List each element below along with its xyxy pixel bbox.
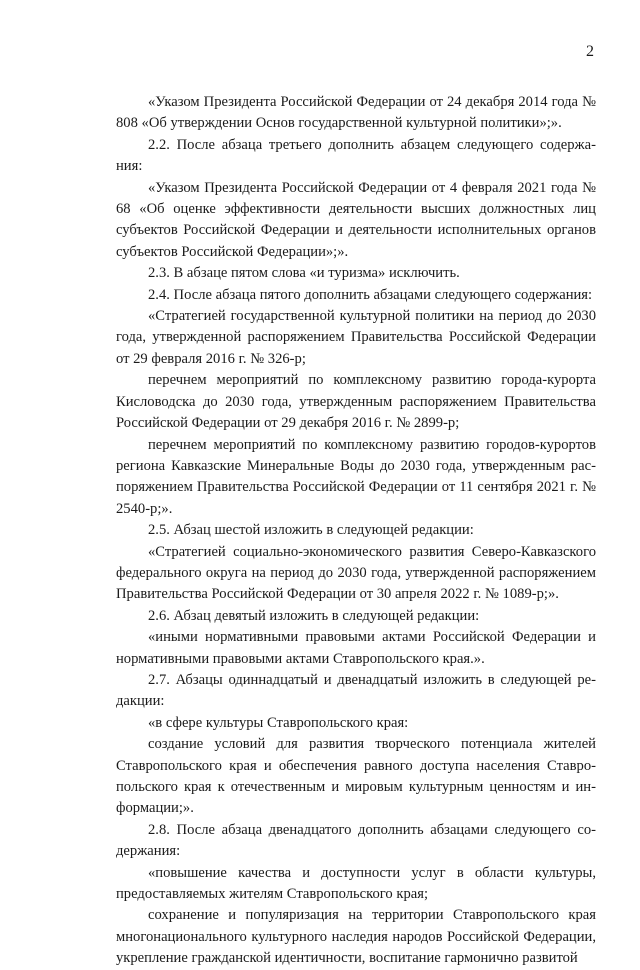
paragraph: перечнем мероприятий по комплексному развитию города-курорта Кисловодска до 2030 года, утвержденным распоряжением Правительства Российской Федерации от 29 декабря 2016 г. № 2899-р; bbox=[116, 372, 596, 432]
paragraph: «иными нормативными правовыми актами Российской Федерации и нормативными правовыми актами Ставропольского края.». bbox=[116, 629, 596, 667]
page-number: 2 bbox=[586, 43, 594, 60]
paragraph: 2.5. Абзац шестой изложить в следующей редакции: bbox=[148, 522, 474, 539]
paragraph: 2.8. После абзаца двенадцатого дополнить абзацами следующего содержания: bbox=[116, 821, 596, 860]
paragraph: сохранение и популяризация на территории Ставропольского края многонационального культурного наследия народов Российской Федерации, укрепление гражданской идентичности, воспитание гармонично развитой bbox=[116, 907, 596, 967]
paragraph: «Указом Президента Российской Федерации от 24 декабря 2014 года № 808 «Об утверждении Основ государственной культурной политики»;». bbox=[116, 94, 596, 132]
paragraph: «в сфере культуры Ставропольского края: bbox=[148, 714, 409, 731]
paragraph: «повышение качества и доступности услуг в области культуры, предоставляемых жителям Ставропольского края; bbox=[116, 864, 596, 903]
paragraph: 2.4. После абзаца пятого дополнить абзацами следующего содержания: bbox=[148, 286, 593, 303]
document-body bbox=[116, 92, 596, 970]
paragraph: создание условий для развития творческого потенциала жителей Ставропольского края и обеспечения равного доступа населения Ставропольского края к отечественным и мировым культурным ценностям и информации;». bbox=[116, 736, 596, 817]
paragraph: 2.3. В абзаце пятом слова «и туризма» исключить. bbox=[148, 265, 460, 282]
paragraph: 2.7. Абзацы одиннадцатый и двенадцатый изложить в следующей редакции: bbox=[116, 671, 596, 710]
paragraph: перечнем мероприятий по комплексному развитию городов-курортов региона Кавказские Минеральные Воды до 2030 года, утвержденным распоряжением Правительства Российской Федерации от 11 сентября 2021 г. № 2540-р;». bbox=[116, 436, 596, 517]
paragraph: 2.2. После абзаца третьего дополнить абзацем следующего содержания: bbox=[116, 136, 596, 175]
paragraph: 2.6. Абзац девятый изложить в следующей редакции: bbox=[148, 607, 480, 624]
paragraph: «Стратегией государственной культурной политики на период до 2030 года, утвержденной распоряжением Правительства Российской Федерации от 29 февраля 2016 г. № 326-р; bbox=[116, 308, 596, 367]
paragraph: «Стратегией социально-экономического развития Северо-Кавказского федерального округа на период до 2030 года, утвержденной распоряжением Правительства Российской Федерации от 30 апреля 2022 г. № 1089-р;». bbox=[116, 543, 596, 603]
paragraph: «Указом Президента Российской Федерации от 4 февраля 2021 года № 68 «Об оценке эффективности деятельности высших должностных лиц субъектов Российской Федерации и деятельности исполнительных органов субъектов Российской Федерации»;». bbox=[116, 179, 596, 260]
